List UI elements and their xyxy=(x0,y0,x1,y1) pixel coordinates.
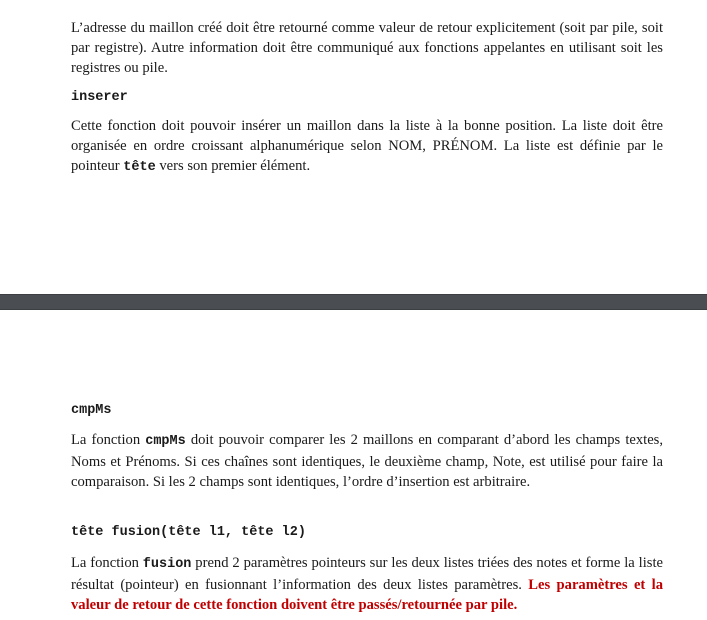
cmpms-heading: cmpMs xyxy=(71,403,112,418)
page-separator xyxy=(0,294,707,310)
fusion-red-note: Les paramètres et la valeur de retour de cette fonction doivent être passés/retournée par pile. xyxy=(71,577,664,613)
fusion-heading: tête fusion(tête l1, tête l2) xyxy=(71,525,306,540)
tete-code: tête xyxy=(123,160,156,175)
inserer-text-after: vers son premier élément. xyxy=(155,158,311,174)
cmpms-text-after: doit pouvoir comparer les 2 maillons en comparant d’abord les champs textes, Noms et Prénoms. Si ces chaînes sont identiques, le deuxième champ, Note, est utilisé pour faire la comparaison. Si les 2 champs sont identiques, l’ordre d’insertion est arbitraire. xyxy=(71,432,664,490)
cmpms-text-before: La fonction xyxy=(71,432,146,448)
fusion-description xyxy=(71,553,663,615)
fusion-text-before: La fonction xyxy=(71,555,143,571)
inserer-description xyxy=(71,116,663,178)
inserer-heading: inserer xyxy=(71,90,128,105)
inserer-text-before: Cette fonction doit pouvoir insérer un maillon dans la liste à la bonne position. La liste doit être organisée en ordre croissant alphanumérique selon NOM, PRÉNOM. La liste est définie par le pointeur xyxy=(71,118,663,174)
return-value-paragraph: L’adresse du maillon créé doit être retourné comme valeur de retour explicitement (soit par pile, soit par registre). Autre information doit être communiqué aux fonctions appelantes en utilisant soit les registres ou pile. xyxy=(71,20,663,76)
fusion-text-after: prend 2 paramètres pointeurs sur les deux listes triées des notes et forme la liste résultat (pointeur) en fusionnant l’information des deux listes paramètres. xyxy=(71,555,663,593)
document-page-lower xyxy=(0,310,707,620)
fusion-code: fusion xyxy=(142,557,192,572)
cmpms-description xyxy=(71,430,663,492)
cmpms-code: cmpMs xyxy=(145,434,186,449)
document-page-upper xyxy=(0,0,707,294)
